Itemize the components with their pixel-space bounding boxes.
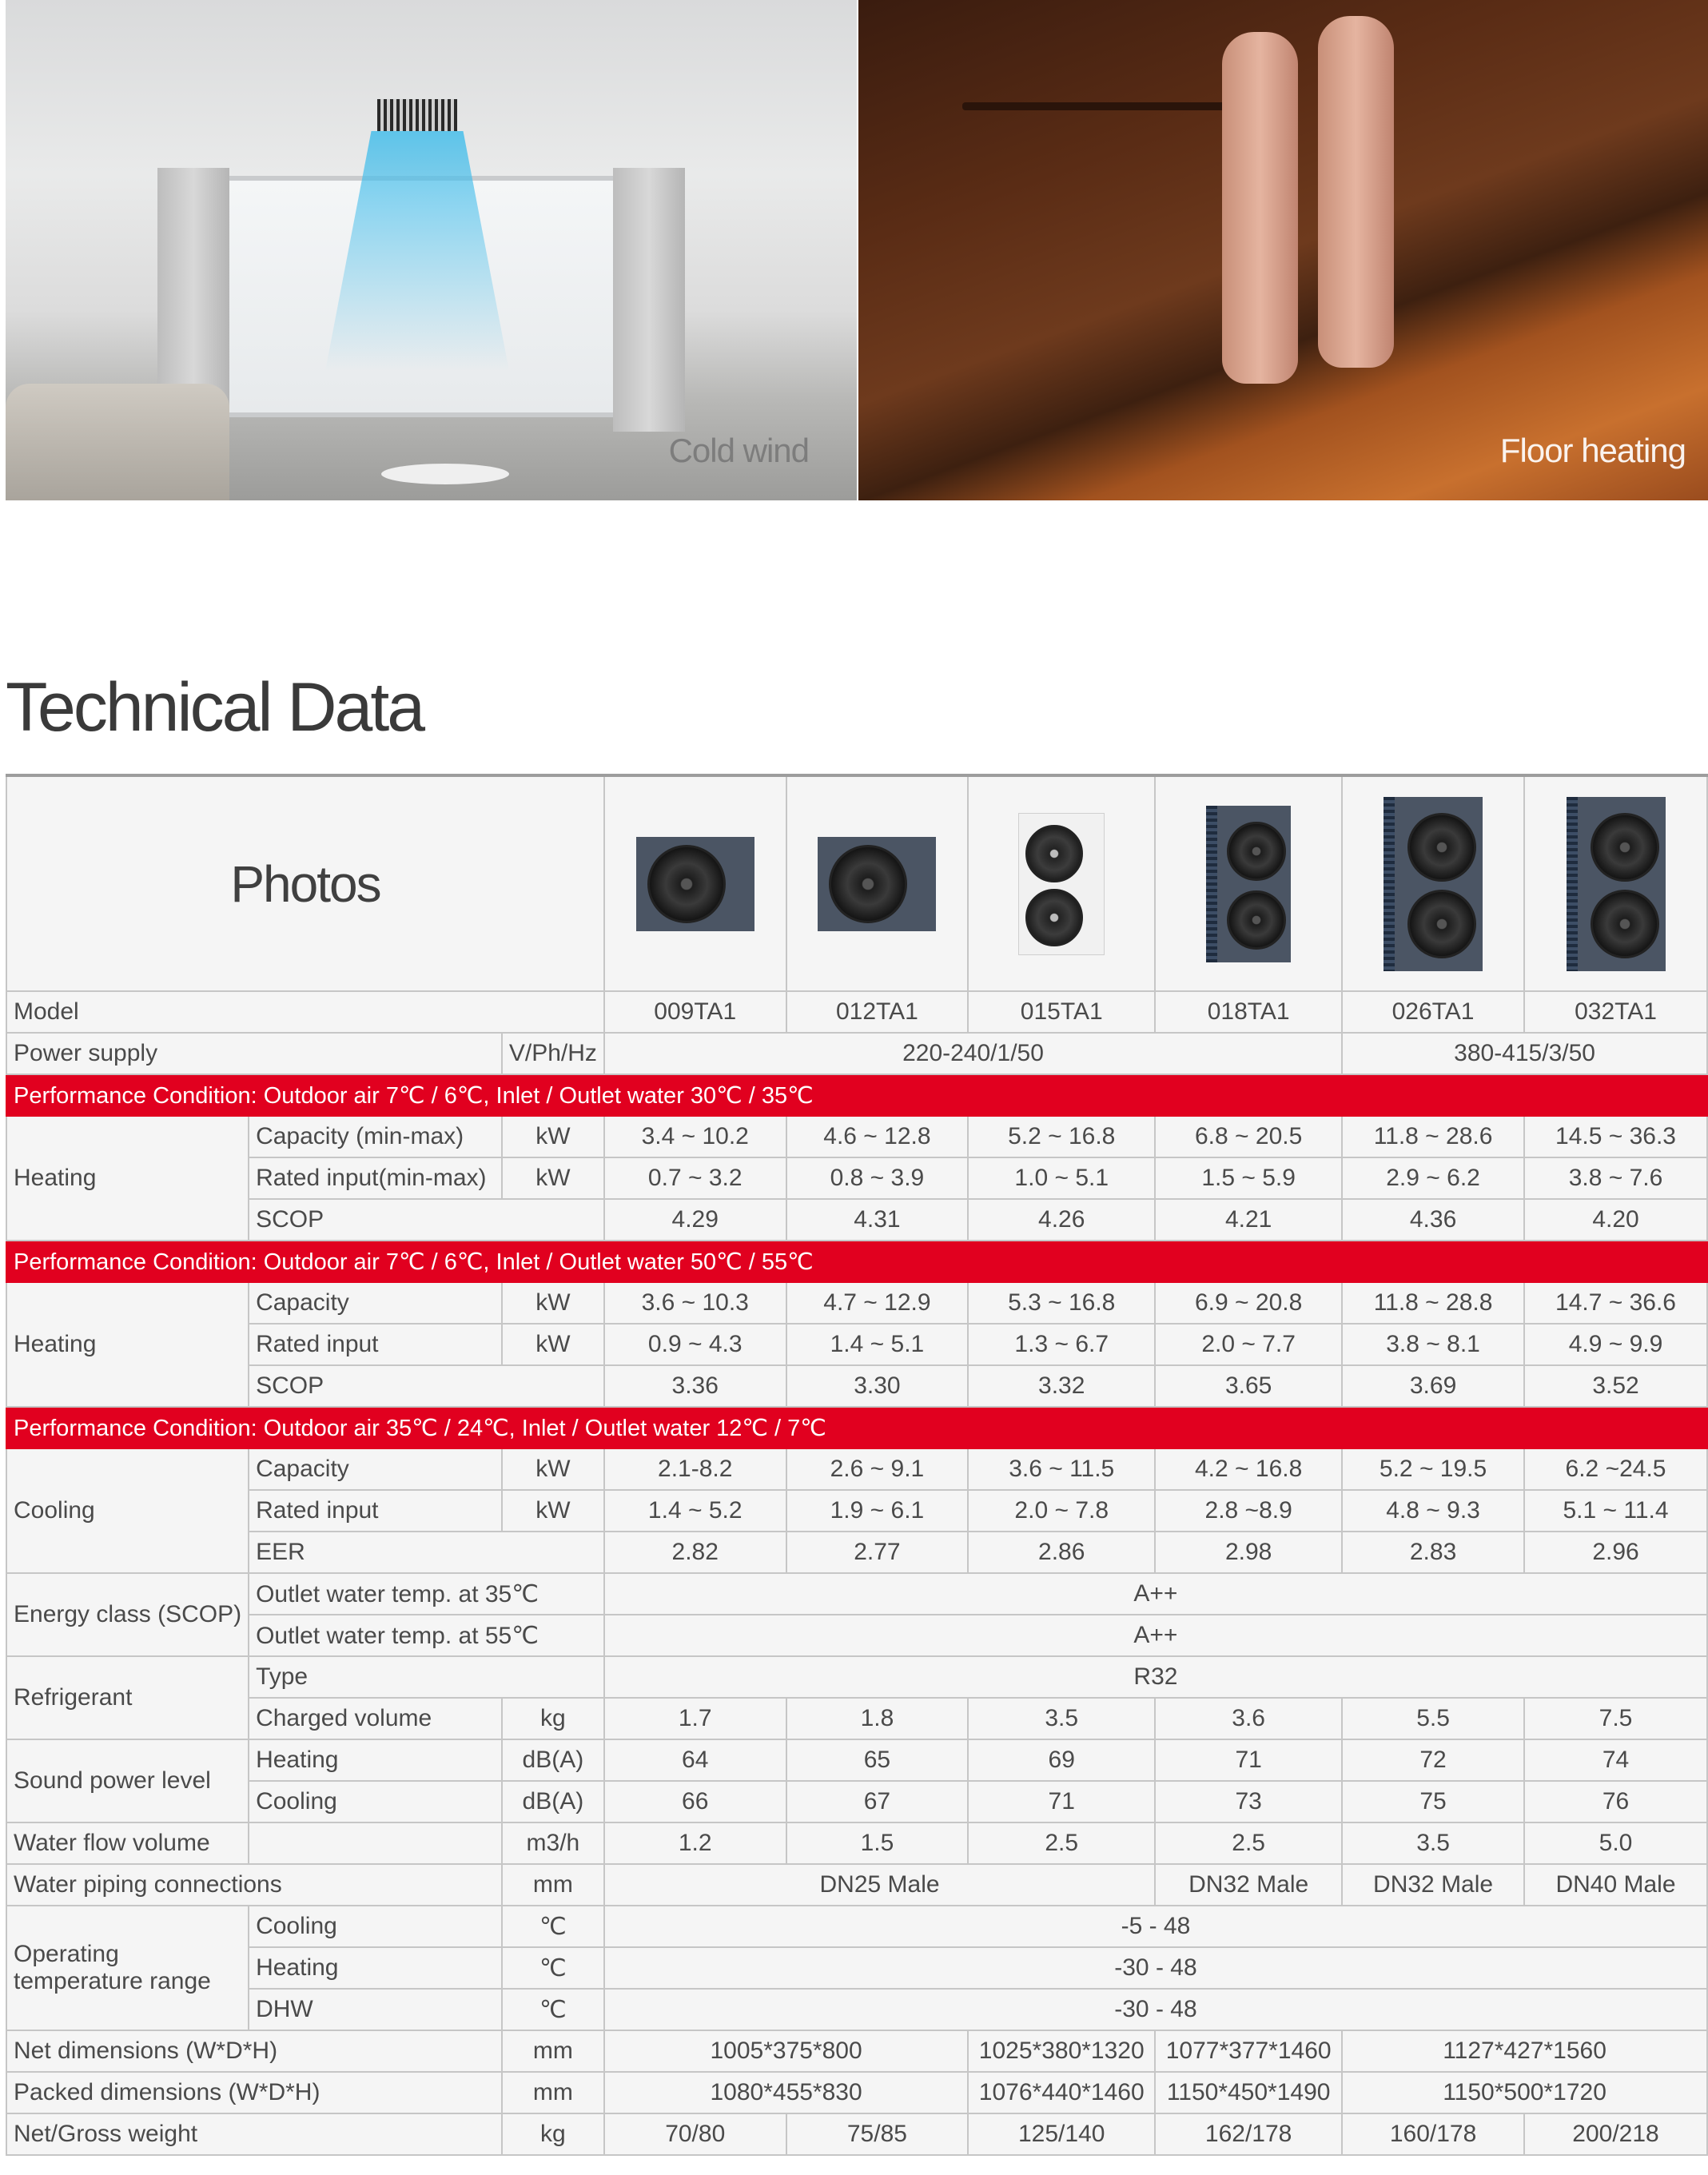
floor-heating-image: [858, 0, 1708, 500]
value-cell: 11.8 ~ 28.6: [1342, 1116, 1524, 1157]
value-cell: 4.31: [786, 1199, 969, 1241]
table-row: [6, 2113, 1707, 2155]
value-cell: 1.4 ~ 5.1: [786, 1324, 969, 1365]
row-label: Net dimensions (W*D*H): [6, 2030, 502, 2072]
cold-air-flow: [325, 131, 509, 371]
value-cell: 14.5 ~ 36.3: [1524, 1116, 1707, 1157]
cold-wind-image: [6, 0, 857, 500]
row-unit: mm: [502, 1864, 604, 1906]
row-unit: dB(A): [502, 1781, 604, 1822]
value-cell: 2.86: [968, 1532, 1155, 1573]
row-label: Outlet water temp. at 35℃: [249, 1573, 604, 1615]
value-cell: 14.7 ~ 36.6: [1524, 1282, 1707, 1324]
row-label: Cooling: [249, 1781, 502, 1822]
row-unit: kW: [502, 1490, 604, 1532]
table-row: [6, 1490, 1707, 1532]
value-cell: 73: [1155, 1781, 1342, 1822]
table-row: [6, 1989, 1707, 2030]
group-label-line: temperature range: [14, 1968, 211, 1994]
technical-data-table-wrapper: [6, 774, 1708, 2156]
value-cell: 2.83: [1342, 1532, 1524, 1573]
technical-data-table: [6, 774, 1708, 2156]
row-unit: dB(A): [502, 1739, 604, 1781]
value-cell: 2.98: [1155, 1532, 1342, 1573]
value-cell: 2.82: [604, 1532, 786, 1573]
row-label: Water flow volume: [6, 1822, 249, 1864]
value-cell: 1.9 ~ 6.1: [786, 1490, 969, 1532]
row-label: Capacity: [249, 1448, 502, 1490]
value-cell: 160/178: [1342, 2113, 1524, 2155]
value-cell: 2.1-8.2: [604, 1448, 786, 1490]
value-cell: 1080*455*830: [604, 2072, 968, 2113]
group-label: Heating: [6, 1282, 249, 1407]
value-cell: DN32 Male: [1342, 1864, 1524, 1906]
row-label: Charged volume: [249, 1698, 502, 1739]
value-cell: -30 - 48: [604, 1947, 1707, 1989]
table-row: [6, 1282, 1707, 1324]
row-label: Water piping connections: [6, 1864, 502, 1906]
row-label: Outlet water temp. at 55℃: [249, 1615, 604, 1656]
row-label: Heating: [249, 1947, 502, 1989]
value-cell: 4.36: [1342, 1199, 1524, 1241]
model-cell: 032TA1: [1524, 991, 1707, 1033]
value-cell: A++: [604, 1615, 1707, 1656]
row-label: DHW: [249, 1989, 502, 2030]
power-supply-label: Power supply: [6, 1033, 502, 1074]
row-label: SCOP: [249, 1199, 604, 1241]
value-cell: A++: [604, 1573, 1707, 1615]
row-label: Capacity: [249, 1282, 502, 1324]
group-label: [6, 1906, 249, 2030]
row-label: Rated input: [249, 1490, 502, 1532]
value-cell: 67: [786, 1781, 969, 1822]
model-cell: 015TA1: [968, 991, 1155, 1033]
row-unit: mm: [502, 2072, 604, 2113]
power-supply-unit: V/Ph/Hz: [502, 1033, 604, 1074]
child-leg-left: [1222, 32, 1298, 384]
value-cell: 1127*427*1560: [1342, 2030, 1707, 2072]
power-supply-row: [6, 1033, 1707, 1074]
condition-banner: [6, 1407, 1707, 1448]
row-unit: mm: [502, 2030, 604, 2072]
row-unit: kW: [502, 1282, 604, 1324]
value-cell: 6.9 ~ 20.8: [1155, 1282, 1342, 1324]
model-cell: 009TA1: [604, 991, 786, 1033]
value-cell: 11.8 ~ 28.8: [1342, 1282, 1524, 1324]
value-cell: 1.7: [604, 1698, 786, 1739]
photo-026ta1: [1342, 775, 1524, 991]
value-cell: -30 - 48: [604, 1989, 1707, 2030]
value-cell: 2.5: [1155, 1822, 1342, 1864]
value-cell: 3.69: [1342, 1365, 1524, 1407]
value-cell: 3.30: [786, 1365, 969, 1407]
value-cell: 162/178: [1155, 2113, 1342, 2155]
value-cell: 3.4 ~ 10.2: [604, 1116, 786, 1157]
value-cell: 2.9 ~ 6.2: [1342, 1157, 1524, 1199]
value-cell: 3.65: [1155, 1365, 1342, 1407]
photo-012ta1: [786, 775, 969, 991]
model-cell: 012TA1: [786, 991, 969, 1033]
empty-cell: [249, 1822, 502, 1864]
model-row: [6, 991, 1707, 1033]
value-cell: 3.5: [1342, 1822, 1524, 1864]
value-cell: 3.36: [604, 1365, 786, 1407]
table-row: [6, 1906, 1707, 1947]
heat-pump-single-fan-icon: [636, 837, 754, 931]
value-cell: 1.0 ~ 5.1: [968, 1157, 1155, 1199]
row-label: Heating: [249, 1739, 502, 1781]
value-cell: 5.0: [1524, 1822, 1707, 1864]
table-row: [6, 2072, 1707, 2113]
value-cell: 3.6 ~ 10.3: [604, 1282, 786, 1324]
heat-pump-white-double-fan-icon: [1018, 813, 1105, 955]
row-unit: kg: [502, 2113, 604, 2155]
condition-banner: [6, 1074, 1707, 1116]
value-cell: 3.5: [968, 1698, 1155, 1739]
value-cell: 5.5: [1342, 1698, 1524, 1739]
value-cell: DN25 Male: [604, 1864, 1155, 1906]
table-row: [6, 1947, 1707, 1989]
group-label: Cooling: [6, 1448, 249, 1573]
value-cell: 1150*500*1720: [1342, 2072, 1707, 2113]
group-label: Refrigerant: [6, 1656, 249, 1739]
row-unit: kW: [502, 1116, 604, 1157]
table-row: [6, 1532, 1707, 1573]
group-label: Heating: [6, 1116, 249, 1241]
sofa: [6, 384, 229, 500]
value-cell: 1.5: [786, 1822, 969, 1864]
row-label: Packed dimensions (W*D*H): [6, 2072, 502, 2113]
value-cell: 1005*375*800: [604, 2030, 968, 2072]
cold-wind-caption: Cold wind: [668, 432, 809, 469]
value-cell: 1.8: [786, 1698, 969, 1739]
coffee-table: [381, 464, 509, 484]
value-cell: 7.5: [1524, 1698, 1707, 1739]
group-label: Energy class (SCOP): [6, 1573, 249, 1656]
row-unit: ℃: [502, 1947, 604, 1989]
value-cell: 5.3 ~ 16.8: [968, 1282, 1155, 1324]
model-label: Model: [6, 991, 604, 1033]
value-cell: 5.2 ~ 16.8: [968, 1116, 1155, 1157]
heat-pump-double-fan-icon: [1206, 806, 1291, 962]
value-cell: 4.9 ~ 9.9: [1524, 1324, 1707, 1365]
model-cell: 026TA1: [1342, 991, 1524, 1033]
value-cell: 2.8 ~8.9: [1155, 1490, 1342, 1532]
value-cell: 70/80: [604, 2113, 786, 2155]
power-supply-value: 380-415/3/50: [1342, 1033, 1707, 1074]
condition-title: Performance Condition: Outdoor air 7℃ / 6℃, Inlet / Outlet water 50℃ / 55℃: [6, 1241, 1707, 1282]
value-cell: 75/85: [786, 2113, 969, 2155]
table-row: [6, 1573, 1707, 1615]
condition-title: Performance Condition: Outdoor air 35℃ / 24℃, Inlet / Outlet water 12℃ / 7℃: [6, 1407, 1707, 1448]
row-unit: ℃: [502, 1906, 604, 1947]
table-row: [6, 2030, 1707, 2072]
photo-032ta1: [1524, 775, 1707, 991]
value-cell: 65: [786, 1739, 969, 1781]
row-unit: kW: [502, 1448, 604, 1490]
table-row: [6, 1698, 1707, 1739]
value-cell: 3.8 ~ 7.6: [1524, 1157, 1707, 1199]
value-cell: 3.6: [1155, 1698, 1342, 1739]
ceiling-vent-icon: [377, 99, 457, 131]
value-cell: 2.77: [786, 1532, 969, 1573]
value-cell: 2.5: [968, 1822, 1155, 1864]
table-row: [6, 1157, 1707, 1199]
table-row: [6, 1615, 1707, 1656]
value-cell: 0.8 ~ 3.9: [786, 1157, 969, 1199]
value-cell: 72: [1342, 1739, 1524, 1781]
value-cell: 1.4 ~ 5.2: [604, 1490, 786, 1532]
condition-title: Performance Condition: Outdoor air 7℃ / 6℃, Inlet / Outlet water 30℃ / 35℃: [6, 1074, 1707, 1116]
row-unit: kW: [502, 1324, 604, 1365]
value-cell: 200/218: [1524, 2113, 1707, 2155]
table-row: [6, 1199, 1707, 1241]
value-cell: 74: [1524, 1739, 1707, 1781]
row-label: Type: [249, 1656, 604, 1698]
heat-pump-single-fan-icon: [818, 837, 936, 931]
row-label: EER: [249, 1532, 604, 1573]
photos-row: [6, 775, 1707, 991]
group-label-line: Operating: [14, 1941, 119, 1967]
row-unit: kg: [502, 1698, 604, 1739]
group-label: Sound power level: [6, 1739, 249, 1822]
child-leg-right: [1318, 16, 1394, 368]
table-row: [6, 1656, 1707, 1698]
table-row: [6, 1739, 1707, 1781]
row-label: Net/Gross weight: [6, 2113, 502, 2155]
value-cell: 3.52: [1524, 1365, 1707, 1407]
value-cell: 75: [1342, 1781, 1524, 1822]
value-cell: 0.9 ~ 4.3: [604, 1324, 786, 1365]
row-unit: ℃: [502, 1989, 604, 2030]
value-cell: DN40 Male: [1524, 1864, 1707, 1906]
value-cell: 4.8 ~ 9.3: [1342, 1490, 1524, 1532]
value-cell: 1025*380*1320: [968, 2030, 1155, 2072]
value-cell: 5.1 ~ 11.4: [1524, 1490, 1707, 1532]
table-row: [6, 1365, 1707, 1407]
table-row: [6, 1324, 1707, 1365]
photo-015ta1: [968, 775, 1155, 991]
photos-label: Photos: [6, 775, 604, 991]
heat-pump-double-fan-icon: [1567, 797, 1666, 971]
row-label: SCOP: [249, 1365, 604, 1407]
value-cell: 2.0 ~ 7.8: [968, 1490, 1155, 1532]
value-cell: 66: [604, 1781, 786, 1822]
row-unit: kW: [502, 1157, 604, 1199]
value-cell: 2.6 ~ 9.1: [786, 1448, 969, 1490]
value-cell: DN32 Male: [1155, 1864, 1342, 1906]
value-cell: 1077*377*1460: [1155, 2030, 1342, 2072]
value-cell: 1.3 ~ 6.7: [968, 1324, 1155, 1365]
value-cell: 1.2: [604, 1822, 786, 1864]
value-cell: 0.7 ~ 3.2: [604, 1157, 786, 1199]
heat-pump-double-fan-icon: [1384, 797, 1483, 971]
value-cell: 1.5 ~ 5.9: [1155, 1157, 1342, 1199]
table-row: [6, 1822, 1707, 1864]
value-cell: 69: [968, 1739, 1155, 1781]
value-cell: 71: [1155, 1739, 1342, 1781]
value-cell: -5 - 48: [604, 1906, 1707, 1947]
value-cell: 125/140: [968, 2113, 1155, 2155]
value-cell: 4.29: [604, 1199, 786, 1241]
value-cell: 71: [968, 1781, 1155, 1822]
value-cell: 76: [1524, 1781, 1707, 1822]
value-cell: 4.26: [968, 1199, 1155, 1241]
value-cell: 5.2 ~ 19.5: [1342, 1448, 1524, 1490]
condition-banner: [6, 1241, 1707, 1282]
table-row: [6, 1781, 1707, 1822]
row-label: Cooling: [249, 1906, 502, 1947]
value-cell: 6.2 ~24.5: [1524, 1448, 1707, 1490]
table-row: [6, 1116, 1707, 1157]
row-label: Rated input(min-max): [249, 1157, 502, 1199]
value-cell: R32: [604, 1656, 1707, 1698]
row-label: Capacity (min-max): [249, 1116, 502, 1157]
value-cell: 2.0 ~ 7.7: [1155, 1324, 1342, 1365]
value-cell: 4.20: [1524, 1199, 1707, 1241]
value-cell: 1150*450*1490: [1155, 2072, 1342, 2113]
table-row: [6, 1448, 1707, 1490]
drawer-handle: [962, 102, 1226, 110]
value-cell: 64: [604, 1739, 786, 1781]
value-cell: 2.96: [1524, 1532, 1707, 1573]
power-supply-value: 220-240/1/50: [604, 1033, 1342, 1074]
table-row: [6, 1864, 1707, 1906]
row-unit: m3/h: [502, 1822, 604, 1864]
photo-018ta1: [1155, 775, 1342, 991]
photo-009ta1: [604, 775, 786, 991]
floor-heating-caption: Floor heating: [1499, 432, 1686, 469]
value-cell: 4.7 ~ 12.9: [786, 1282, 969, 1324]
model-cell: 018TA1: [1155, 991, 1342, 1033]
value-cell: 3.32: [968, 1365, 1155, 1407]
value-cell: 1076*440*1460: [968, 2072, 1155, 2113]
value-cell: 4.21: [1155, 1199, 1342, 1241]
value-cell: 4.2 ~ 16.8: [1155, 1448, 1342, 1490]
value-cell: 3.6 ~ 11.5: [968, 1448, 1155, 1490]
value-cell: 4.6 ~ 12.8: [786, 1116, 969, 1157]
value-cell: 3.8 ~ 8.1: [1342, 1324, 1524, 1365]
curtain-right: [613, 168, 685, 432]
page-title: Technical Data: [6, 669, 424, 746]
row-label: Rated input: [249, 1324, 502, 1365]
value-cell: 6.8 ~ 20.5: [1155, 1116, 1342, 1157]
